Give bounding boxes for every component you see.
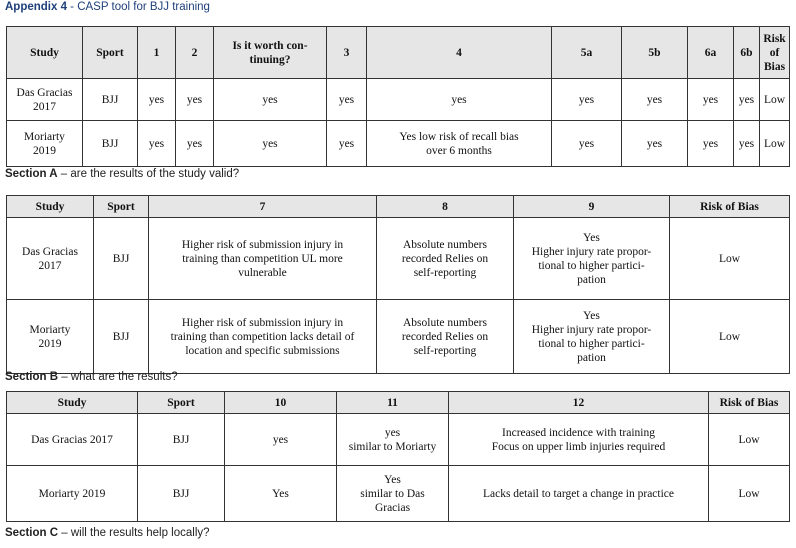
column-header: 2: [176, 27, 214, 79]
table-cell: Absolute numbers recorded Relies on self-reporting: [377, 218, 514, 300]
table-cell: yes: [552, 79, 622, 121]
column-header: 8: [377, 196, 514, 218]
section-a-label: Section A: [5, 168, 58, 180]
table-cell: Increased incidence with training Focus on upper limb injuries required: [449, 414, 709, 466]
table-cell: yes: [138, 79, 176, 121]
table-cell: BJJ: [94, 300, 149, 374]
table-cell: Low: [670, 300, 790, 374]
section-c-text: – will the results help locally?: [58, 527, 210, 539]
table-cell: yes: [367, 79, 552, 121]
column-header: Sport: [94, 196, 149, 218]
table-cell: BJJ: [138, 414, 225, 466]
table-cell: yes: [214, 121, 327, 167]
column-header: 11: [337, 392, 449, 414]
column-header: Is it worth con- tinuing?: [214, 27, 327, 79]
table-cell: Low: [709, 466, 790, 522]
column-header: Sport: [83, 27, 138, 79]
table-cell: yes: [552, 121, 622, 167]
table-cell: Moriarty 2019: [7, 121, 83, 167]
section-a-caption: [5, 168, 239, 180]
column-header: Study: [7, 27, 83, 79]
table-cell: yes: [327, 121, 367, 167]
table-cell: Higher risk of submission injury in training than competition UL more vulnerable: [149, 218, 377, 300]
table-cell: Yes Higher injury rate propor- tional to higher partici- pation: [514, 300, 670, 374]
table-cell: BJJ: [83, 79, 138, 121]
column-header: Risk of Bias: [760, 27, 790, 79]
table-cell: Yes similar to Das Gracias: [337, 466, 449, 522]
section-c-label: Section C: [5, 527, 59, 539]
column-header: 12: [449, 392, 709, 414]
table-cell: yes: [688, 121, 734, 167]
table-cell: BJJ: [138, 466, 225, 522]
column-header: 4: [367, 27, 552, 79]
column-header: Risk of Bias: [670, 196, 790, 218]
section-b-text: – what are the results?: [58, 371, 178, 383]
table-cell: Low: [709, 414, 790, 466]
table-cell: yes: [734, 121, 760, 167]
column-header: 9: [514, 196, 670, 218]
table-cell: yes: [622, 121, 688, 167]
table-cell: BJJ: [94, 218, 149, 300]
table-cell: Higher risk of submission injury in training than competition lacks detail of location and specific submissions: [149, 300, 377, 374]
column-header: 6a: [688, 27, 734, 79]
section-b-label: Section B: [5, 371, 59, 383]
table-cell: yes: [176, 121, 214, 167]
table-cell: yes: [688, 79, 734, 121]
appendix-caption: [5, 1, 210, 13]
column-header: Sport: [138, 392, 225, 414]
table-cell: Yes Higher injury rate propor- tional to higher partici- pation: [514, 218, 670, 300]
column-header: 5b: [622, 27, 688, 79]
column-header: 1: [138, 27, 176, 79]
table-cell: yes: [225, 414, 337, 466]
casp-table-3: [6, 391, 790, 522]
table-cell: yes: [734, 79, 760, 121]
table-cell: Das Gracias 2017: [7, 79, 83, 121]
table-cell: Moriarty 2019: [7, 300, 94, 374]
section-c-caption: [5, 527, 210, 539]
column-header: 6b: [734, 27, 760, 79]
table-cell: Yes low risk of recall bias over 6 months: [367, 121, 552, 167]
casp-table-1: [6, 26, 790, 167]
column-header: Study: [7, 392, 138, 414]
section-b-caption: [5, 371, 178, 383]
section-a-text: – are the results of the study valid?: [57, 168, 240, 180]
table-row: [7, 218, 790, 300]
table-cell: Yes: [225, 466, 337, 522]
table-cell: Absolute numbers recorded Relies on self-reporting: [377, 300, 514, 374]
table-cell: yes: [622, 79, 688, 121]
table-cell: Low: [760, 79, 790, 121]
column-header: Risk of Bias: [709, 392, 790, 414]
table-row: [7, 414, 790, 466]
table-cell: yes similar to Moriarty: [337, 414, 449, 466]
appendix-title: - CASP tool for BJJ training: [66, 1, 210, 13]
table-cell: Moriarty 2019: [7, 466, 138, 522]
table-row: [7, 79, 790, 121]
table-cell: Low: [760, 121, 790, 167]
table-cell: yes: [176, 79, 214, 121]
table-cell: Low: [670, 218, 790, 300]
table-row: [7, 121, 790, 167]
appendix-label: Appendix 4: [5, 1, 67, 13]
column-header: 10: [225, 392, 337, 414]
column-header: Study: [7, 196, 94, 218]
table-cell: BJJ: [83, 121, 138, 167]
table-cell: yes: [327, 79, 367, 121]
table-row: [7, 300, 790, 374]
table-cell: Das Gracias 2017: [7, 218, 94, 300]
table-row: [7, 466, 790, 522]
table-cell: Lacks detail to target a change in practice: [449, 466, 709, 522]
casp-table-2: [6, 195, 790, 374]
table-cell: yes: [214, 79, 327, 121]
table-cell: yes: [138, 121, 176, 167]
column-header: 5a: [552, 27, 622, 79]
column-header: 3: [327, 27, 367, 79]
table-cell: Das Gracias 2017: [7, 414, 138, 466]
column-header: 7: [149, 196, 377, 218]
